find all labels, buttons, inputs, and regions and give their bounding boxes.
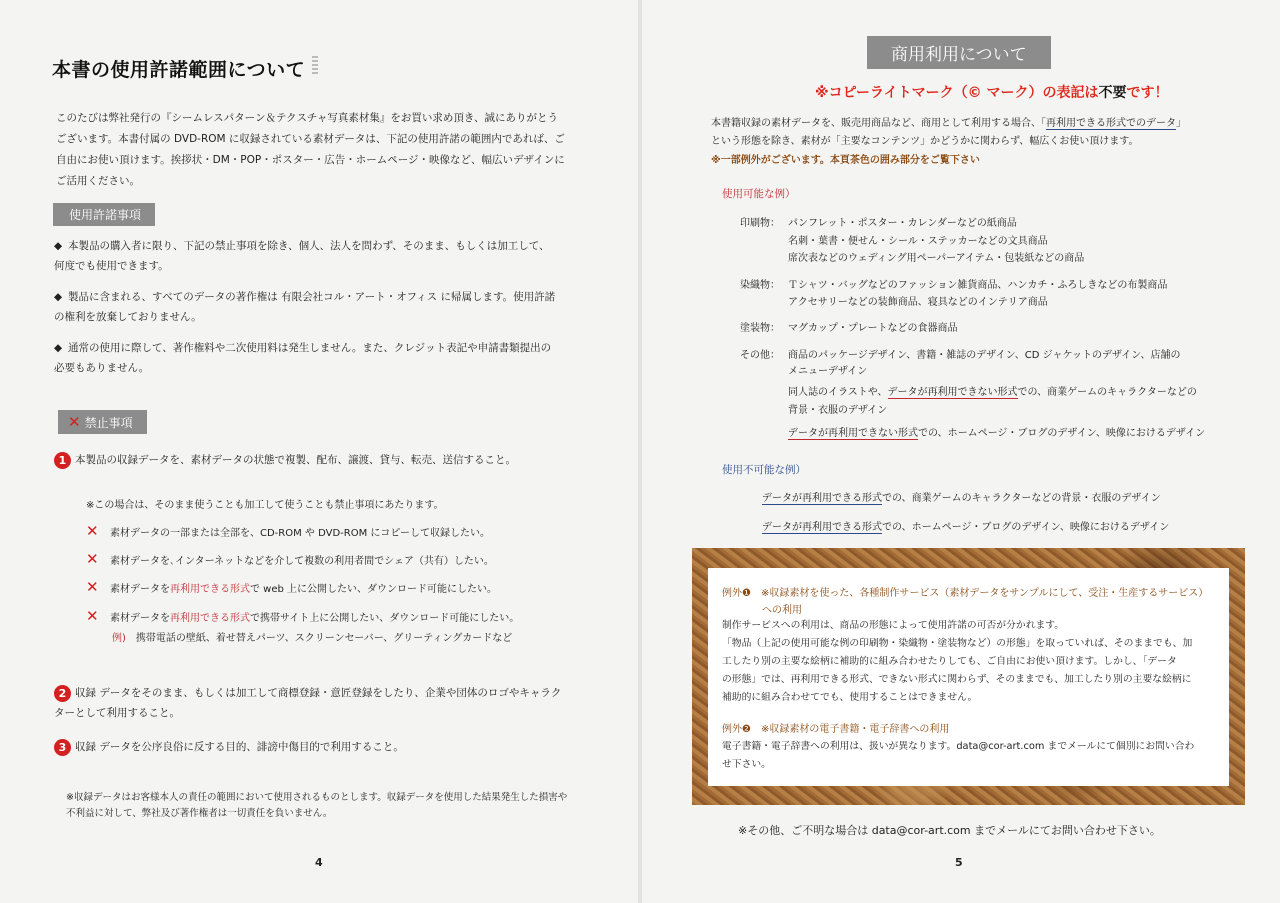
intro-underlined: 再利用できる形式でのデータ bbox=[1046, 118, 1176, 129]
example-detail-text: 携帯電話の壁紙、着せ替えパーツ、スクリーンセーバー、グリーティングカードなど bbox=[135, 633, 513, 644]
example-line bbox=[110, 580, 497, 595]
example-line bbox=[110, 609, 519, 624]
page-number: 4 bbox=[315, 856, 323, 869]
prohibited-label-text: 禁止事項 bbox=[84, 416, 133, 430]
item-text: 同人誌のイラストや、 bbox=[788, 387, 888, 398]
section-title: 商用利用について bbox=[867, 36, 1051, 69]
diamond-icon: ◆ bbox=[54, 342, 63, 354]
prohibited-item-2 bbox=[54, 683, 564, 723]
unusable-item bbox=[762, 489, 1161, 504]
example-line: 素材データを､インターネットなどを介して複数の利用者間でシェア（共有）したい。 bbox=[110, 556, 494, 567]
usable-item: 背景・衣服のデザイン bbox=[788, 405, 888, 416]
usable-item: パンフレット・ポスター・カレンダーなどの紙商品 bbox=[788, 218, 1017, 229]
category-label: その他： bbox=[740, 350, 780, 361]
usable-item bbox=[788, 383, 1197, 398]
bullet-item bbox=[54, 236, 560, 276]
exception-1-line: 制作サービスへの利用は、商品の形態によって使用許諾の可否が分かれます。 bbox=[722, 620, 1065, 631]
exception-2-line: せ下さい。 bbox=[722, 759, 771, 770]
exception-1-line: 工したり別の主要な絵柄に補助的に組み合わせたりしても、ご自由にお使い頂けます。しかし、「データ bbox=[722, 656, 1177, 667]
diamond-icon: ◆ bbox=[54, 240, 63, 252]
unusable-item bbox=[762, 518, 1169, 533]
example-text: で携帯サイト上に公開したい、ダウンロード可能にしたい。 bbox=[250, 613, 520, 624]
number-badge: 1 bbox=[54, 452, 71, 469]
bullet-item bbox=[54, 338, 560, 378]
item-text: での、ホームページ・ブログのデザイン、映像におけるデザイン bbox=[882, 522, 1170, 533]
usable-item: マグカップ・プレートなどの食器商品 bbox=[788, 323, 958, 334]
prohibited-item-text: 本製品の収録データを、素材データの状態で複製、配布、譲渡、貸与、転売、送信すること。 bbox=[75, 454, 516, 466]
number-badge: 2 bbox=[54, 685, 71, 702]
highlight-text: 再利用できる形式 bbox=[170, 613, 250, 624]
item-underlined: データが再利用できない形式 bbox=[887, 387, 1018, 398]
item-underlined: データが再利用できる形式 bbox=[762, 493, 882, 504]
usable-item: 席次表などのウェディング用ペーパーアイテム・包装紙などの商品 bbox=[788, 253, 1085, 264]
prohibited-item-1 bbox=[54, 450, 564, 470]
copyright-notice bbox=[815, 82, 1169, 102]
intro-text: 」 bbox=[1176, 118, 1186, 129]
intro-line bbox=[711, 114, 1186, 133]
footnote: ※収録データはお客様本人の責任の範囲において使用されるものとします。収録データを使用した結果発生した損害や不利益に対して、弊社及び著作権者は一切責任を負いません。 bbox=[66, 792, 568, 819]
title-decoration bbox=[312, 56, 318, 76]
diamond-icon: ◆ bbox=[54, 291, 63, 303]
example-label: 例) bbox=[112, 633, 126, 644]
exception-note: ※一部例外がございます。本頁茶色の囲み部分をご覧下さい bbox=[711, 155, 980, 166]
example-text: で web 上に公開したい、ダウンロード可能にしたい。 bbox=[250, 584, 498, 595]
exception-1-heading: 例外❶ ※収録素材を使った、各種制作サービス（素材データをサンプルにして、受注・生産するサービス） bbox=[722, 588, 1209, 599]
prohibited-item-3 bbox=[54, 737, 564, 757]
bullet-text: 本製品の購入者に限り、下記の禁止事項を除き、個人、法人を問わず、そのまま、もしくは加工して、何度でも使用できます。 bbox=[54, 240, 550, 272]
intro-paragraph: このたびは弊社発行の『シームレスパターン＆テクスチャ写真素材集』をお買い求め頂き、誠にありがとうございます。本書付属の DVD-ROM に収録されている素材データは、下記の使用許諾の範囲内であれば、ご自由にお使い頂けます。挨拶状・DM・POP・ポスター・広告・ホームページ・映像など、幅広いデザインにご活用ください。 bbox=[56, 112, 565, 187]
bullet-text: 通常の使用に際して、著作権料や二次使用料は発生しません。また、クレジット表記や申請書類提出の必要もありません。 bbox=[54, 342, 552, 374]
prohibited-item-text: 収録 データをそのまま、もしくは加工して商標登録・意匠登録をしたり、企業や団体のロゴやキャラクターとして利用すること。 bbox=[54, 687, 562, 719]
item-underlined: データが再利用できる形式 bbox=[762, 522, 882, 533]
item-text: での、商業ゲームのキャラクターなどの bbox=[1017, 387, 1197, 398]
cross-icon: ✕ bbox=[86, 522, 99, 540]
example-line: 素材データの一部または全部を、CD-ROM や DVD-ROM にコピーして収録したい。 bbox=[110, 528, 490, 539]
cross-icon: ✕ bbox=[86, 578, 99, 596]
category-label: 染織物： bbox=[740, 280, 780, 291]
page-title: 本書の使用許諾範囲について bbox=[52, 59, 306, 81]
category-label: 塗装物： bbox=[740, 323, 780, 334]
cross-icon: ✕ bbox=[86, 550, 99, 568]
exception-1-line: 「物品（上記の使用可能な例の印刷物・染織物・塗装物など）の形態」を取っていれば、そのままでも、加 bbox=[722, 638, 1193, 649]
example-text: 素材データを bbox=[110, 613, 170, 624]
exception-1-line: の形態」では、再利用できる形式、できない形式に関わらず、そのままでも、加工したり別の主要な絵柄に bbox=[722, 674, 1192, 685]
usable-item: 商品のパッケージデザイン、書籍・雑誌のデザイン、CD ジャケットのデザイン、店舗の bbox=[788, 350, 1181, 361]
bullet-item bbox=[54, 287, 560, 327]
item-text: での、商業ゲームのキャラクターなどの背景・衣服のデザイン bbox=[882, 493, 1161, 504]
unusable-heading: 使用不可能な例） bbox=[722, 464, 806, 476]
category-label: 印刷物： bbox=[740, 218, 780, 229]
contact-note: ※その他、ご不明な場合は data@cor-art.com までメールにてお問い合わせ下さい。 bbox=[738, 824, 1161, 837]
copyright-emphasis: 不要 bbox=[1098, 85, 1127, 101]
exception-1-heading-cont: への利用 bbox=[762, 605, 802, 616]
prohibited-item-text: 収録 データを公序良俗に反する目的、誹謗中傷目的で利用すること。 bbox=[75, 741, 404, 753]
usable-item: メニューデザイン bbox=[788, 366, 868, 377]
page-number: 5 bbox=[955, 856, 963, 869]
copyright-text: ※コピーライトマーク（© マーク）の表記は bbox=[815, 85, 1099, 101]
example-detail bbox=[112, 629, 512, 644]
exception-2-heading: 例外❷ ※収録素材の電子書籍・電子辞書への利用 bbox=[722, 724, 950, 735]
number-badge: 3 bbox=[54, 739, 71, 756]
permitted-label: 使用許諾事項 bbox=[53, 203, 155, 226]
item-underlined: データが再利用できない形式 bbox=[788, 428, 918, 439]
intro-text: 本書籍収録の素材データを、販売用商品など、商用として利用する場合、「 bbox=[711, 118, 1046, 129]
bullet-text: 製品に含まれる、すべてのデータの著作権は 有限会社コル・アート・オフィス に帰属します。使用許諾の権利を放棄しておりません。 bbox=[54, 291, 556, 323]
highlight-text: 再利用できる形式 bbox=[170, 584, 250, 595]
usable-item: アクセサリーなどの装飾商品、寝具などのインテリア商品 bbox=[788, 297, 1048, 308]
usable-heading: 使用可能な例） bbox=[722, 188, 796, 200]
intro-line: という形態を除き、素材が「主要なコンテンツ」かどうかに関わらず、幅広くお使い頂けます。 bbox=[711, 136, 1139, 147]
item-text: での、ホームページ・ブログのデザイン、映像におけるデザイン bbox=[918, 428, 1206, 439]
example-text: 素材データを bbox=[110, 584, 170, 595]
prohibited-label bbox=[58, 410, 147, 434]
exception-2-line: 電子書籍・電子辞書への利用は、扱いが異なります。data@cor-art.com までメールにて個別にお問い合わ bbox=[722, 741, 1195, 752]
exception-1-line: 補助的に組み合わせてでも、使用することはできません。 bbox=[722, 692, 978, 703]
cross-icon: ✕ bbox=[86, 607, 99, 625]
usable-item: Ｔシャツ・バッグなどのファッション雑貨商品、ハンカチ・ふろしきなどの布製商品 bbox=[788, 280, 1168, 291]
cross-icon: ✕ bbox=[68, 413, 81, 431]
usable-item bbox=[788, 424, 1205, 439]
prohibited-note: ※この場合は、そのまま使うことも加工して使うことも禁止事項にあたります。 bbox=[86, 500, 444, 511]
copyright-text: です！ bbox=[1126, 85, 1169, 101]
usable-item: 名刺・葉書・便せん・シール・ステッカーなどの文具商品 bbox=[788, 236, 1048, 247]
